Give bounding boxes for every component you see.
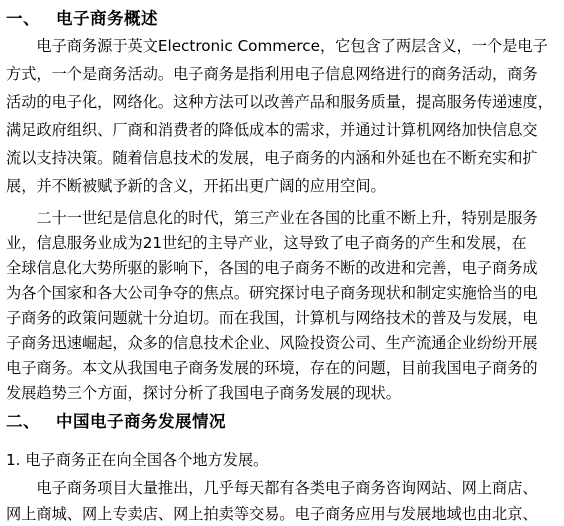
section-2-title: 中国电子商务发展情况 — [56, 412, 226, 431]
paragraph-line: 全球信息化大势所驱的影响下，各国的电子商务不断的改进和完善，电子商务成 — [6, 259, 538, 277]
paragraph-line: 二十一世纪是信息化的时代，第三产业在各国的比重不断上升，特别是服务 — [6, 209, 538, 227]
paragraph-line: 流以支持决策。随着信息技术的发展，电子商务的内涵和外延也在不断充实和扩 — [6, 149, 538, 167]
paragraph-line: 电子商务项目大量推出，几乎每天都有各类电子商务咨询网站、网上商店、 — [6, 479, 538, 497]
paragraph-line: 满足政府组织、厂商和消费者的降低成本的需求，并通过计算机网络加快信息交 — [6, 121, 538, 139]
paragraph-line: 电子商务。本文从我国电子商务发展的环境，存在的问题，目前我国电子商务的 — [6, 359, 538, 377]
paragraph-line: 为各个国家和各大公司争夺的焦点。研究探讨电子商务现状和制定实施恰当的电 — [6, 284, 538, 302]
section-1-title: 电子商务概述 — [56, 9, 158, 28]
section-1-heading — [6, 7, 158, 31]
paragraph-line: 电子商务源于英文Electronic Commerce，它包含了两层含义，一个是电子 — [6, 37, 548, 55]
paragraph-line: 发展趋势三个方面，探讨分析了我国电子商务发展的现状。 — [6, 384, 401, 402]
paragraph-line: 子商务迅速崛起，众多的信息技术企业、风险投资公司、生产流通企业纷纷开展 — [6, 334, 538, 352]
section-2-heading — [6, 410, 226, 434]
paragraph-line: 网上商城、网上专卖店、网上拍卖等交易。电子商务应用与发展地域也由北京、 — [6, 505, 538, 523]
paragraph-line: 方式，一个是商务活动。电子商务是指利用电子信息网络进行的商务活动，商务 — [6, 65, 538, 83]
paragraph-line: 子商务的政策问题就十分迫切。而在我国，计算机与网络技术的普及与发展，电 — [6, 309, 538, 327]
list-item-1: 1. 电子商务正在向全国各个地方发展。 — [6, 451, 269, 469]
paragraph-line: 活动的电子化，网络化。这种方法可以改善产品和服务质量，提高服务传递速度， — [6, 93, 553, 111]
section-2-number: 二、 — [6, 412, 40, 431]
paragraph-line: 展，并不断被赋予新的含义，开拓出更广阔的应用空间。 — [6, 177, 386, 195]
section-1-number: 一、 — [6, 9, 40, 28]
paragraph-line: 业，信息服务业成为21世纪的主导产业，这导致了电子商务的产生和发展，在 — [6, 234, 527, 252]
